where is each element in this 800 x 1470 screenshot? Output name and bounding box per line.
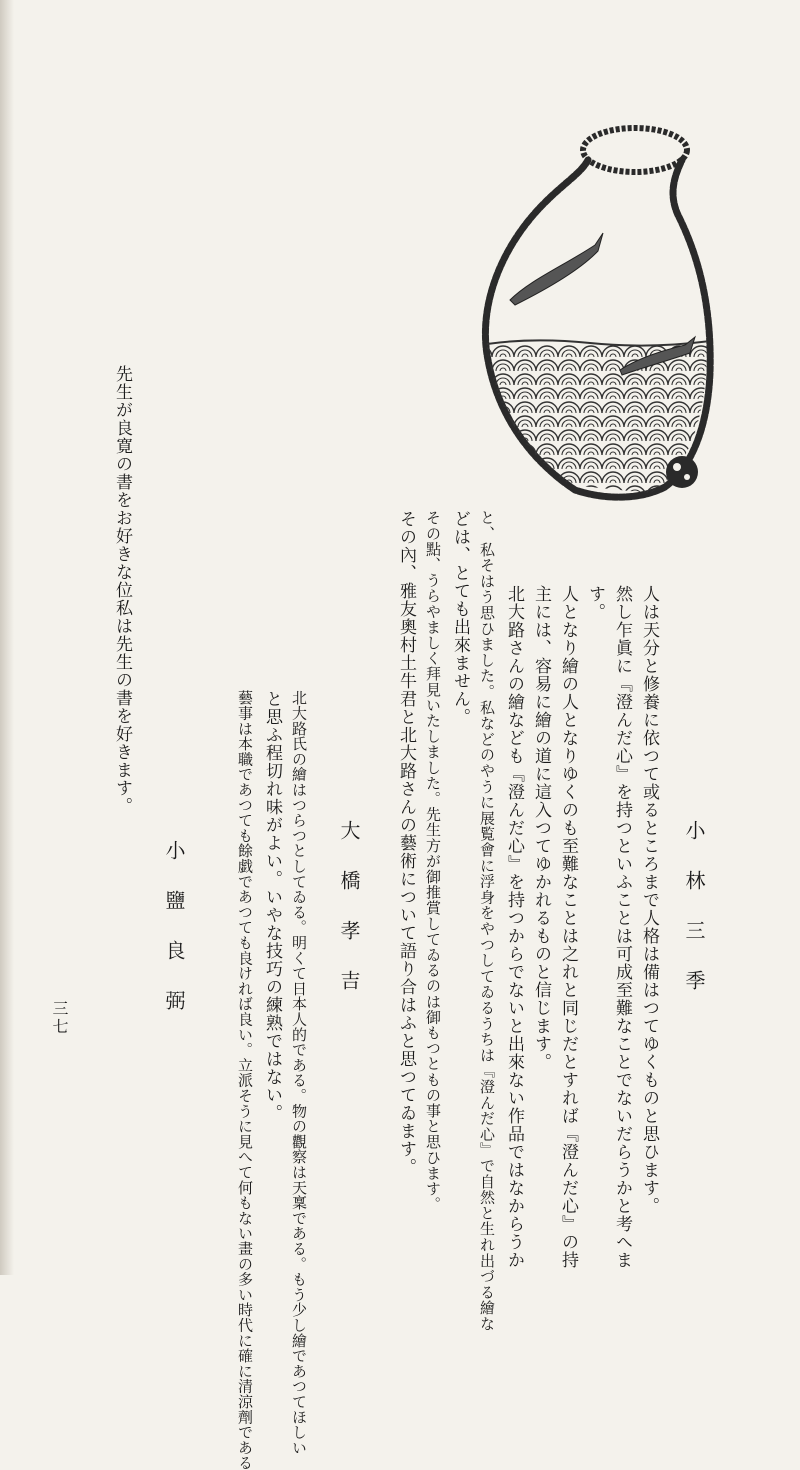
text-line: 人となり繪の人となりゆくのも至難なことは之れと同じだとすれば『澄んだ心』の持	[558, 585, 578, 1269]
author-name: 大橋孝吉	[337, 820, 361, 1020]
text-line: 北大路氏の繪はつらつとしてゐる。明くて日本人的である。物の觀察は天稟である。もう少し繪であつてほしい	[290, 690, 308, 1455]
author-name: 小鹽良弼	[162, 840, 186, 1040]
jar-fish-illustration	[470, 105, 720, 505]
text-line: と、私そはう思ひました。私などのやうに展覧會に浮身をやつしてゐるうちは『澄んだ心』で自然と生れ出づる繪な	[478, 510, 496, 1332]
text-line: と思ふ程切れ味がよい。いやな技巧の練熟ではない。	[262, 690, 282, 1122]
text-line: 主には、容易に繪の道に這入つてゆかれるものと信じます。	[531, 585, 551, 1071]
text-line: その點、うらやましく拜見いたしました。先生方が御推賞してゐるのは御もつともの事と思ひます。	[424, 510, 442, 1212]
text-line: 藝事は本職であつても餘戯であつても良ければ良い。立派そうに見へて何もない畫の多い時代に確に清涼劑である	[236, 690, 254, 1470]
text-line: 然し乍眞に『澄んだ心』を持つといふことは可成至難なことでないだらうかと考へま	[612, 585, 632, 1269]
author-name: 小林三季	[682, 820, 706, 1020]
text-line: す。	[585, 585, 605, 621]
text-line: 人は天分と修養に依つて或るところまで人格は備はつてゆくものと思ひます。	[639, 585, 659, 1215]
text-line: どは、とても出來ません。	[450, 510, 470, 726]
text-line: 北大路さんの繪なども『澄んだ心』を持つからでないと出來ない作品ではなからうか	[504, 585, 524, 1269]
text-line: 先生が良寛の書をお好きな位私は先生の書を好きます。	[112, 365, 132, 815]
page-binding-shadow	[0, 0, 14, 1275]
text-line: その內、雅友奧村土牛君と北大路さんの藝術について語り合はふと思つてゐます。	[396, 510, 416, 1176]
page-number: 三七	[50, 1000, 69, 1036]
